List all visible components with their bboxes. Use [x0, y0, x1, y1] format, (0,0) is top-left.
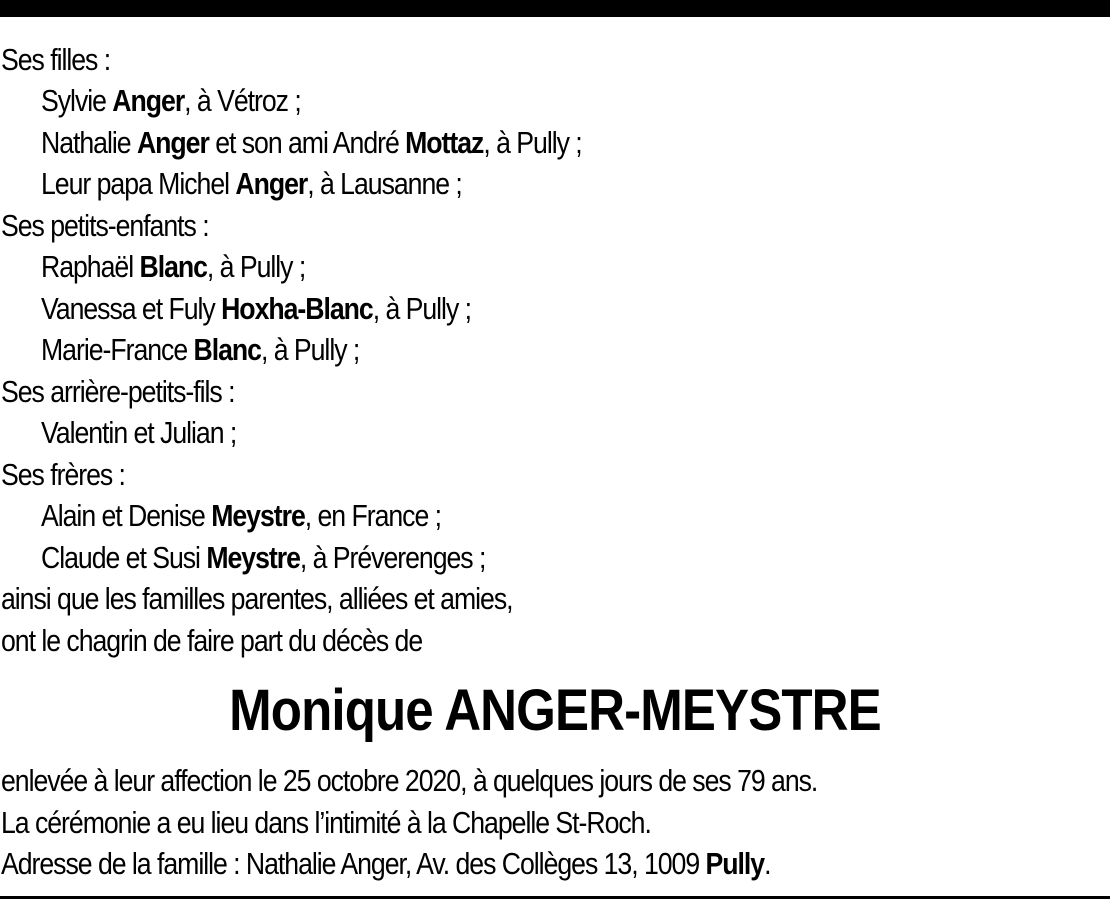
family-member-line: [41, 495, 441, 537]
residence: , à Pully ;: [372, 291, 471, 326]
top-rule: [0, 0, 1110, 17]
family-member-line: [41, 80, 301, 122]
residence: , à Pully ;: [483, 125, 582, 160]
address-text: Adresse de la famille : Nathalie Anger, Av. des Collèges 13, 1009: [1, 846, 706, 881]
address-end: .: [764, 846, 771, 881]
daughters-heading: Ses filles :: [1, 42, 111, 77]
surname: Meystre: [206, 540, 300, 575]
given-names: Marie-France: [41, 332, 194, 367]
address-city: Pully: [705, 846, 765, 881]
family-member-line: [41, 329, 359, 371]
brothers-heading: Ses frères :: [1, 457, 125, 492]
family-member-line: Valentin et Julian ;: [41, 415, 237, 450]
great-grandsons-heading: Ses arrière-petits-fils :: [1, 374, 235, 409]
announcement-line: ont le chagrin de faire part du décès de: [1, 623, 423, 658]
residence: , à Pully ;: [206, 249, 306, 284]
partner-text: et son ami André: [208, 125, 406, 160]
given-names: Nathalie: [41, 125, 137, 160]
surname: Blanc: [193, 332, 261, 367]
surname: Anger: [235, 166, 308, 201]
given-names: Alain et Denise: [41, 498, 212, 533]
given-names: Claude et Susi: [41, 540, 207, 575]
family-member-line: [41, 163, 462, 205]
surname: Anger: [112, 83, 185, 118]
death-date-line: enlevée à leur affection le 25 octobre 2020, à quelques jours de ses 79 ans.: [1, 763, 818, 798]
residence: , à Vétroz ;: [184, 83, 301, 118]
surname: Meystre: [211, 498, 305, 533]
family-member-line: [41, 246, 305, 288]
grandchildren-heading: Ses petits-enfants :: [1, 208, 209, 243]
family-member-line: [41, 537, 485, 579]
residence: , en France ;: [304, 498, 442, 533]
given-names: Raphaël: [41, 249, 140, 284]
given-names: Vanessa et Fuly: [41, 291, 222, 326]
surname: Anger: [136, 125, 209, 160]
surname: Hoxha-Blanc: [221, 291, 373, 326]
ceremony-line: La cérémonie a eu lieu dans l’intimité à la Chapelle St-Roch.: [1, 805, 651, 840]
residence: , à Préverenges ;: [299, 540, 486, 575]
residence: , à Pully ;: [260, 332, 360, 367]
given-names: Leur papa Michel: [41, 166, 236, 201]
residence: , à Lausanne ;: [307, 166, 462, 201]
family-address-line: [1, 843, 770, 885]
family-member-line: [41, 122, 582, 164]
families-line: ainsi que les familles parentes, alliées et amies,: [1, 581, 513, 616]
family-member-line: [41, 288, 471, 330]
surname: Mottaz: [405, 125, 484, 160]
deceased-name: Monique ANGER-MEYSTRE: [229, 678, 881, 743]
surname: Blanc: [139, 249, 207, 284]
given-names: Sylvie: [41, 83, 113, 118]
bottom-rule: [0, 896, 1110, 899]
